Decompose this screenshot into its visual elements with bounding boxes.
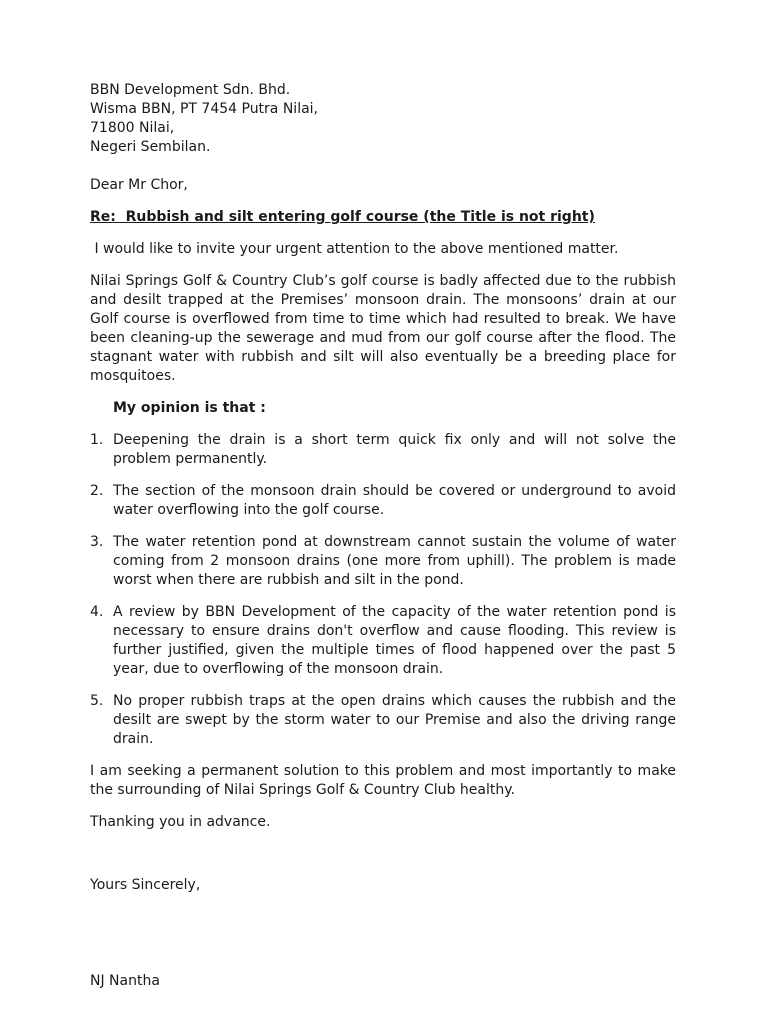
opinion-item-text: No proper rubbish traps at the open drains which causes the rubbish and the desilt are swept by the storm water to our Premise and also the driving range drain. (113, 693, 676, 747)
opinion-item (90, 533, 676, 590)
opinion-item-number: 5. (90, 693, 104, 709)
closing-line: Yours Sincerely, (90, 877, 201, 893)
opinion-item (90, 482, 676, 520)
thanks-line: Thanking you in advance. (90, 814, 271, 830)
letter-body (90, 81, 676, 991)
signatory-name: NJ Nantha (90, 973, 160, 989)
opinion-list (90, 431, 676, 749)
address-line-company: BBN Development Sdn. Bhd. (90, 82, 291, 98)
request-paragraph: I am seeking a permanent solution to this problem and most importantly to make the surrounding of Nilai Springs Golf & Country Club healthy. (90, 763, 676, 798)
opinion-item-number: 2. (90, 483, 104, 499)
opinion-item-text: A review by BBN Development of the capacity of the water retention pond is necessary to ensure drains don't overflow and cause flooding. This review is further justified, given the multiple times of flood happened over the past 5 year, due to overflowing of the monsoon drain. (113, 604, 676, 677)
opinion-item-text: The section of the monsoon drain should be covered or underground to avoid water overflowing into the golf course. (113, 483, 676, 518)
opinion-item-text: The water retention pond at downstream cannot sustain the volume of water coming from 2 monsoon drains (one more from uphill). The problem is made worst when there are rubbish and silt in the pond. (113, 534, 676, 588)
opinion-item (90, 603, 676, 679)
address-line-postcode: 71800 Nilai, (90, 120, 175, 136)
address-line-state: Negeri Sembilan. (90, 139, 211, 155)
opinion-item (90, 431, 676, 469)
problem-paragraph: Nilai Springs Golf & Country Club’s golf course is badly affected due to the rubbish and desilt trapped at the Premises’ monsoon drain. The monsoons’ drain at our Golf course is overflowed from time to time which had resulted to break. We have been cleaning-up the sewerage and mud from our golf course after the flood. The stagnant water with rubbish and silt will also eventually be a breeding place for mosquitoes. (90, 273, 676, 384)
opinion-heading: My opinion is that : (113, 400, 266, 416)
opinion-item-text: Deepening the drain is a short term quick fix only and will not solve the problem permanently. (113, 432, 676, 467)
salutation: Dear Mr Chor, (90, 177, 188, 193)
opinion-item (90, 692, 676, 749)
subject-line (90, 208, 676, 227)
subject-text: Rubbish and silt entering golf course (the Title is not right) (125, 209, 595, 225)
recipient-address (90, 81, 676, 157)
address-line-building: Wisma BBN, PT 7454 Putra Nilai, (90, 101, 319, 117)
opinion-item-number: 1. (90, 432, 104, 448)
intro-paragraph: I would like to invite your urgent attention to the above mentioned matter. (90, 241, 619, 257)
opinion-item-number: 3. (90, 534, 104, 550)
subject-prefix: Re: (90, 209, 116, 225)
opinion-item-number: 4. (90, 604, 104, 620)
